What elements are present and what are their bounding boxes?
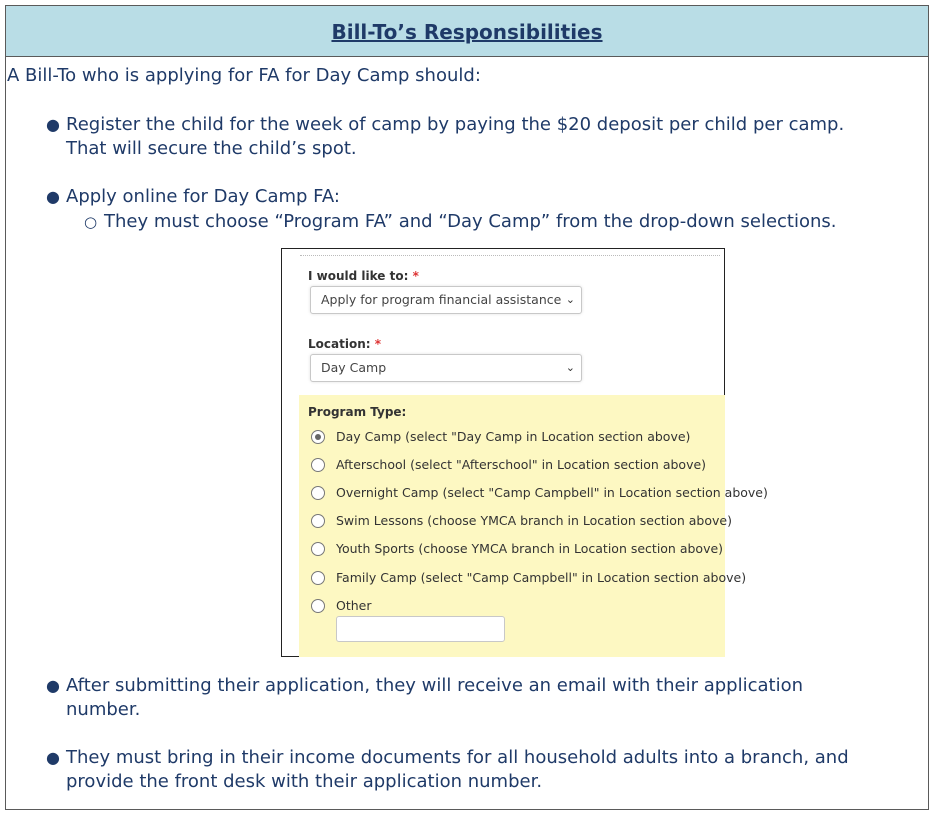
like-to-select[interactable]: Apply for program financial assistance ⌄	[310, 286, 582, 314]
bullet-line: After submitting their application, they will receive an email with their application	[66, 675, 804, 696]
panel-header	[6, 6, 928, 57]
bullet-line: provide the front desk with their application number.	[66, 771, 543, 792]
radio-icon[interactable]	[311, 542, 325, 556]
radio-icon[interactable]	[311, 571, 325, 585]
radio-icon[interactable]	[311, 486, 325, 500]
required-mark: *	[374, 337, 382, 351]
location-label: Location: *	[308, 337, 382, 351]
dotted-divider	[300, 255, 720, 256]
chevron-down-icon: ⌄	[565, 293, 575, 306]
radio-selected-icon[interactable]	[311, 430, 325, 444]
bullet-line: Apply online for Day Camp FA:	[66, 186, 340, 207]
bullet-line: Register the child for the week of camp by paying the $20 deposit per child per camp.	[66, 114, 845, 135]
bullet-line: number.	[66, 699, 141, 720]
bullet-after-submit	[46, 674, 886, 722]
bullet-dot-icon: ●	[46, 676, 60, 695]
bullet-line: They must bring in their income documents for all household adults into a branch, and	[66, 747, 849, 768]
like-to-label: I would like to: *	[308, 269, 419, 283]
intro-text: A Bill-To who is applying for FA for Day Camp should:	[7, 65, 481, 86]
radio-icon[interactable]	[311, 599, 325, 613]
radio-icon[interactable]	[311, 458, 325, 472]
program-type-section: Program Type: Day Camp (select "Day Camp in Location section above) Afterschool (select "Afterschool" in Location section above) Overnight Camp (select "Camp Campbell" in Location section above) Swim Lessons (choose YMCA branch in Location section above) Youth Sports (choose YMCA branch in Location section above) Family Camp (select "Camp Campbell" in Location section above) Other	[299, 395, 725, 657]
location-select[interactable]: Day Camp ⌄	[310, 354, 582, 382]
bullet-register	[46, 113, 916, 161]
sub-bullet-text: They must choose “Program FA” and “Day Camp” from the drop-down selections.	[104, 211, 837, 232]
bullet-line: That will secure the child’s spot.	[66, 138, 357, 159]
chevron-down-icon: ⌄	[565, 361, 575, 374]
bullet-apply-online	[46, 185, 916, 209]
bullet-dot-icon: ●	[46, 748, 60, 767]
panel-title: Bill-To’s Responsibilities	[331, 20, 603, 44]
bullet-income-docs	[46, 746, 916, 794]
radio-icon[interactable]	[311, 514, 325, 528]
fa-application-form-screenshot	[281, 248, 768, 657]
program-type-label: Program Type:	[308, 405, 407, 419]
other-program-input[interactable]	[336, 616, 505, 642]
bullet-dot-icon: ●	[46, 187, 60, 206]
sub-bullet-choose	[84, 210, 837, 234]
bullet-dot-icon: ●	[46, 115, 60, 134]
sub-bullet-circle-icon: ○	[84, 213, 98, 231]
required-mark: *	[412, 269, 419, 283]
